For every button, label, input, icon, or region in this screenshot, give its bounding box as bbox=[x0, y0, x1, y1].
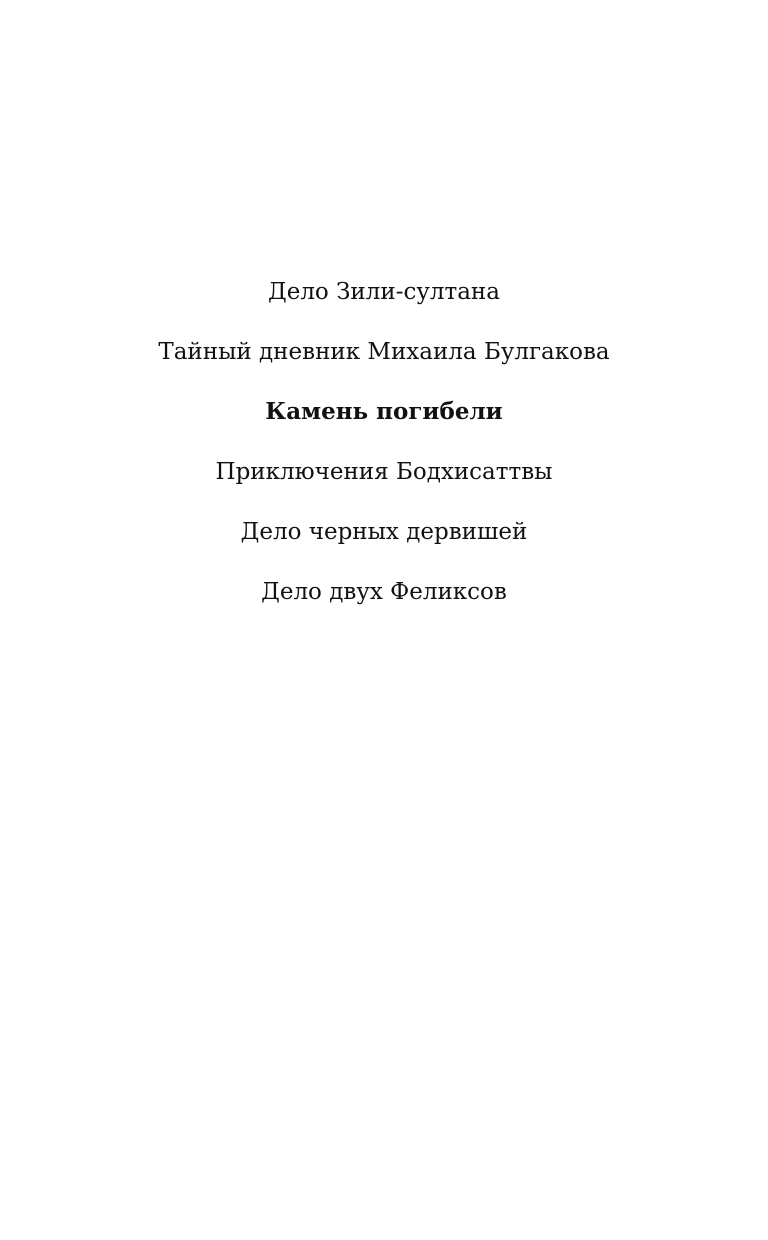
book-series-list bbox=[0, 274, 768, 634]
book-title: Приключения Бодхисаттвы bbox=[215, 459, 553, 485]
book-title: Дело двух Феликсов bbox=[261, 579, 507, 605]
book-title: Дело черных дервишей bbox=[240, 519, 528, 545]
current-book-title: Камень погибели bbox=[265, 398, 503, 425]
book-title: Тайный дневник Михаила Булгакова bbox=[158, 339, 610, 365]
book-title: Дело Зили-султана bbox=[268, 279, 500, 305]
